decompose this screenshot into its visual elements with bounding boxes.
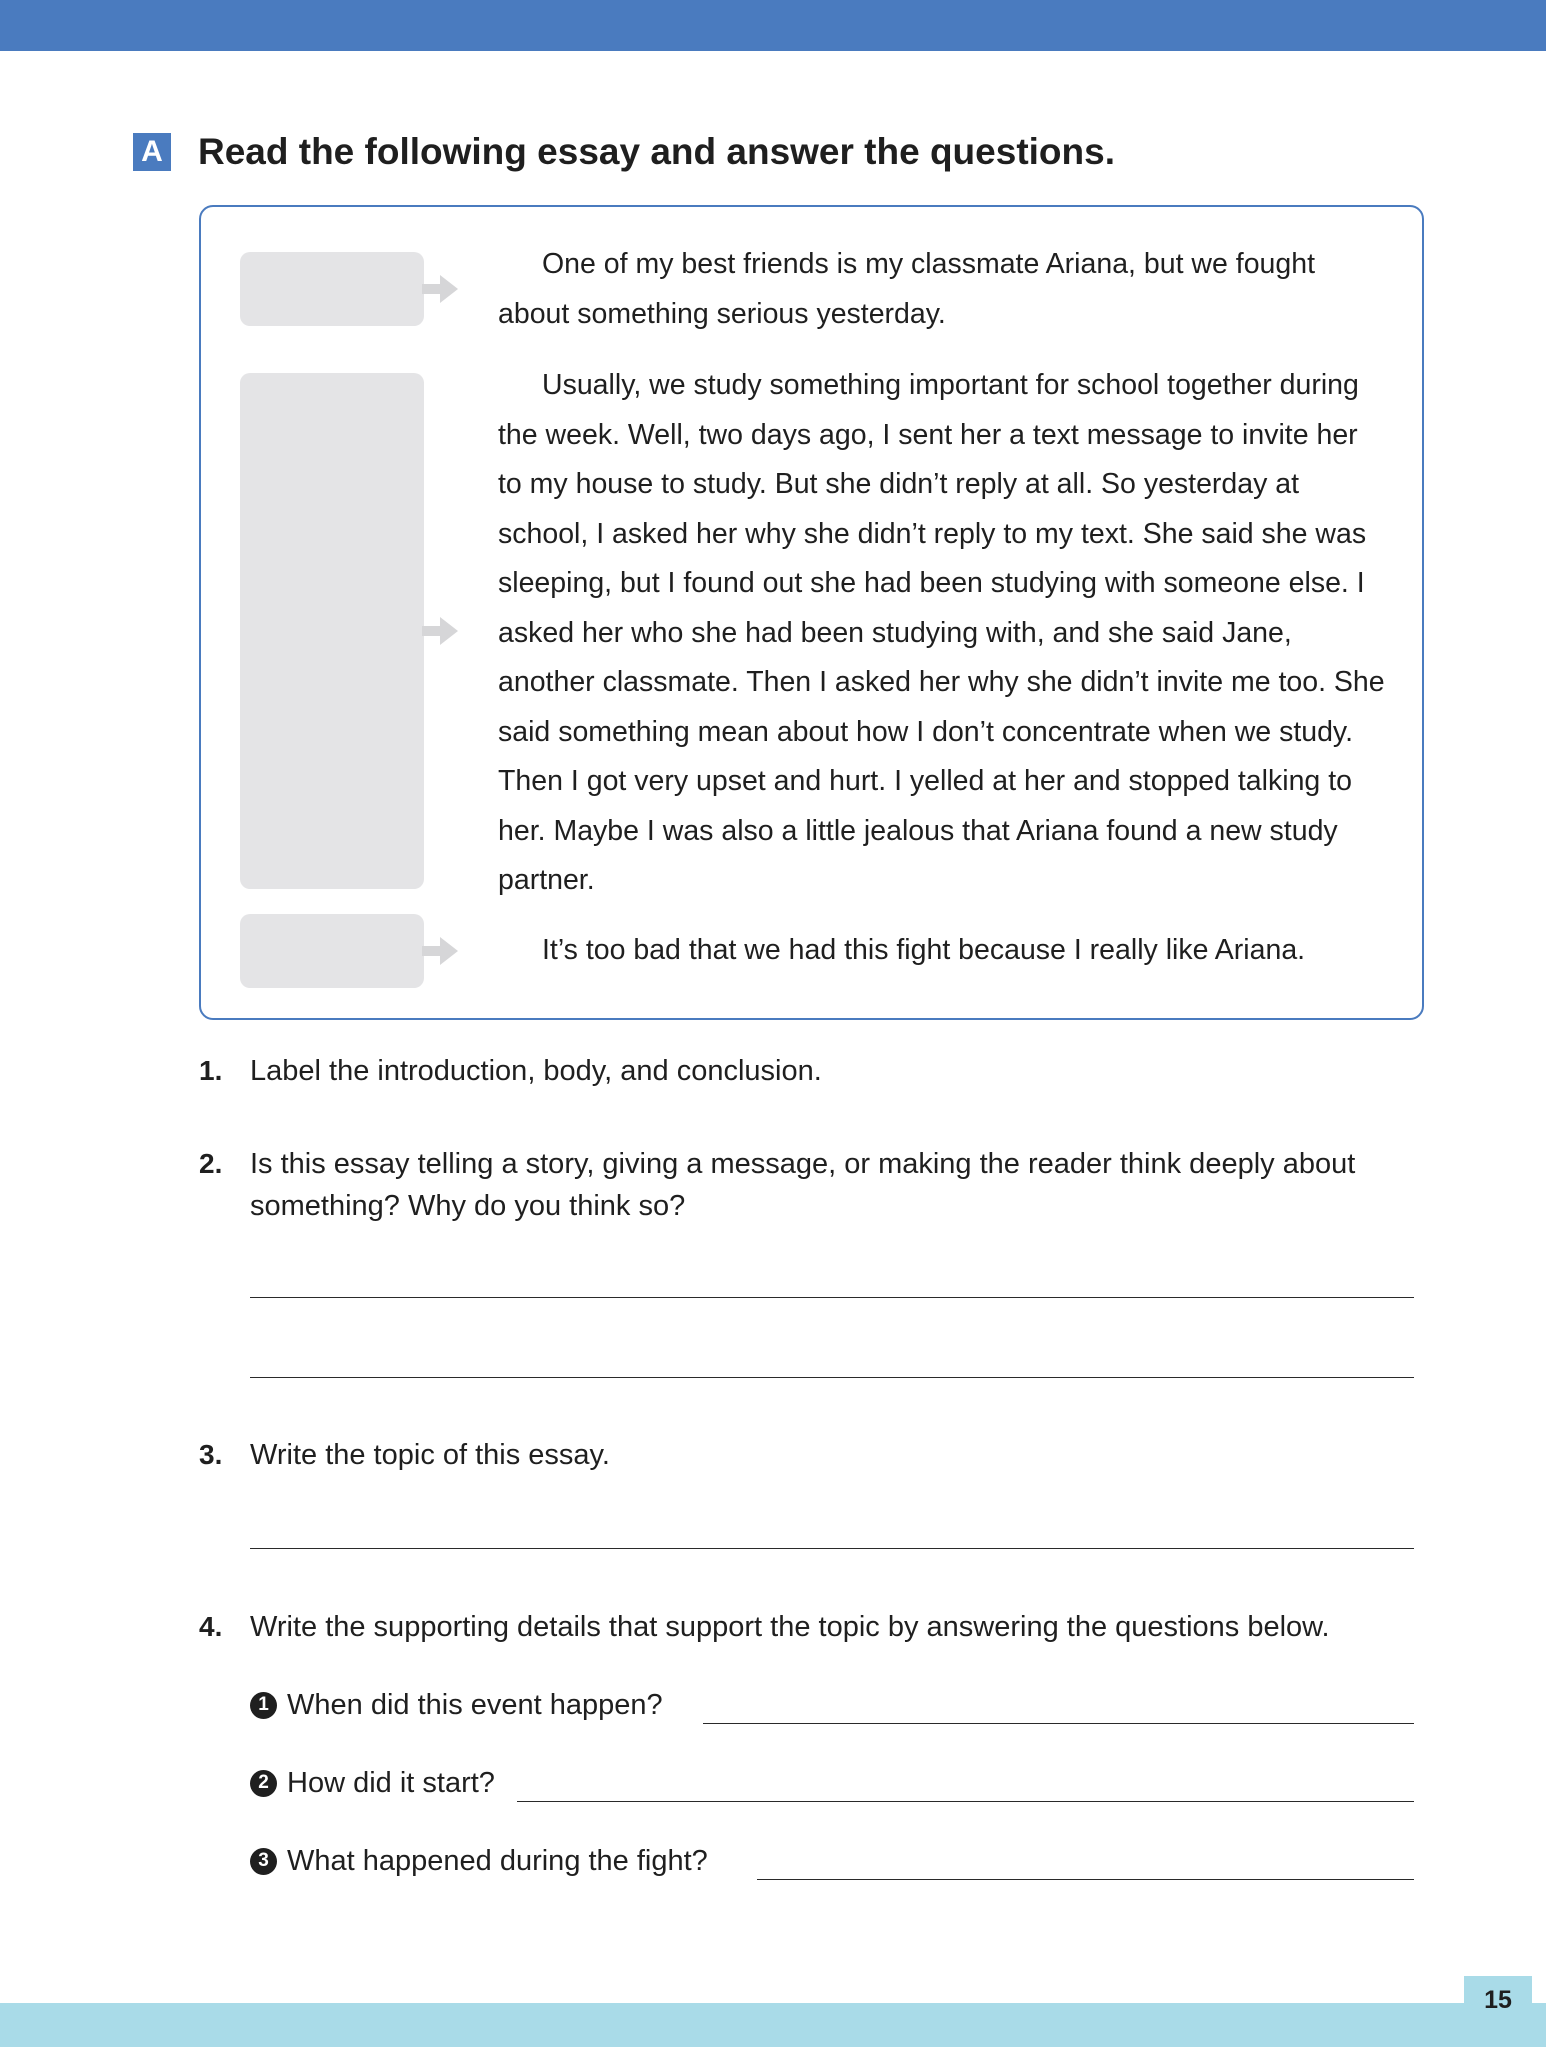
question-3-number: 3.: [199, 1439, 223, 1470]
arrow-right-icon: [422, 937, 458, 965]
answer-line[interactable]: [250, 1548, 1414, 1549]
arrow-right-icon: [422, 275, 458, 303]
sub-question-1: [250, 1684, 663, 1726]
intro-label-slot[interactable]: [240, 252, 424, 326]
answer-line[interactable]: [250, 1297, 1414, 1298]
intro-text: One of my best friends is my classmate Ariana, but we fought about something serious yesterday.: [498, 248, 1316, 330]
conclusion-text: It’s too bad that we had this fight because I really like Ariana.: [542, 934, 1306, 966]
sub-question-2: [250, 1762, 495, 1804]
sub-question-3: [250, 1840, 708, 1882]
question-2-number: 2.: [199, 1148, 223, 1179]
question-3-text: Write the topic of this essay.: [250, 1439, 610, 1471]
filled-circle-number-icon: 2: [250, 1770, 277, 1797]
filled-circle-number-icon: 3: [250, 1848, 277, 1875]
essay-body: [498, 361, 1388, 906]
question-1-text: Label the introduction, body, and conclusion.: [250, 1055, 822, 1087]
sub-question-text: When did this event happen?: [287, 1689, 663, 1721]
conclusion-label-slot[interactable]: [240, 914, 424, 988]
body-text: Usually, we study something important for school together during the week. Well, two days ago, I sent her a text message to invite her to my house to study. But she didn’t reply at all. So yesterday at school, I asked her why she didn’t reply to my text. She said she was sleeping, but I found out she had been studying with someone else. I asked her who she had been studying with, and she said Jane, another classmate. Then I asked her why she didn’t invite me too. She said something mean about how I don’t concentrate when we study. Then I got very upset and hurt. I yelled at her and stopped talking to her. Maybe I was also a little jealous that Ariana found a new study partner.: [498, 369, 1385, 896]
arrow-right-icon: [422, 617, 458, 645]
essay-introduction: [498, 240, 1388, 339]
question-4-number: 4.: [199, 1611, 223, 1642]
body-label-slot[interactable]: [240, 373, 424, 889]
sub-question-text: What happened during the fight?: [287, 1845, 708, 1877]
section-title: Read the following essay and answer the questions.: [198, 131, 1115, 172]
question-2-text: Is this essay telling a story, giving a message, or making the reader think deeply about something? Why do you think so?: [250, 1148, 1356, 1222]
footer-bar: [0, 2003, 1546, 2047]
answer-line[interactable]: [250, 1377, 1414, 1378]
sub-question-text: How did it start?: [287, 1767, 495, 1799]
filled-circle-number-icon: 1: [250, 1692, 277, 1719]
sub-answer-line[interactable]: [517, 1801, 1414, 1802]
question-1-number: 1.: [199, 1055, 223, 1086]
page-number: 15: [1464, 1976, 1532, 2024]
sub-answer-line[interactable]: [703, 1723, 1414, 1724]
section-badge: A: [133, 133, 171, 171]
sub-answer-line[interactable]: [757, 1879, 1414, 1880]
question-4-text: Write the supporting details that support the topic by answering the questions below.: [250, 1611, 1330, 1643]
essay-conclusion: [498, 926, 1388, 976]
header-bar: [0, 0, 1546, 51]
